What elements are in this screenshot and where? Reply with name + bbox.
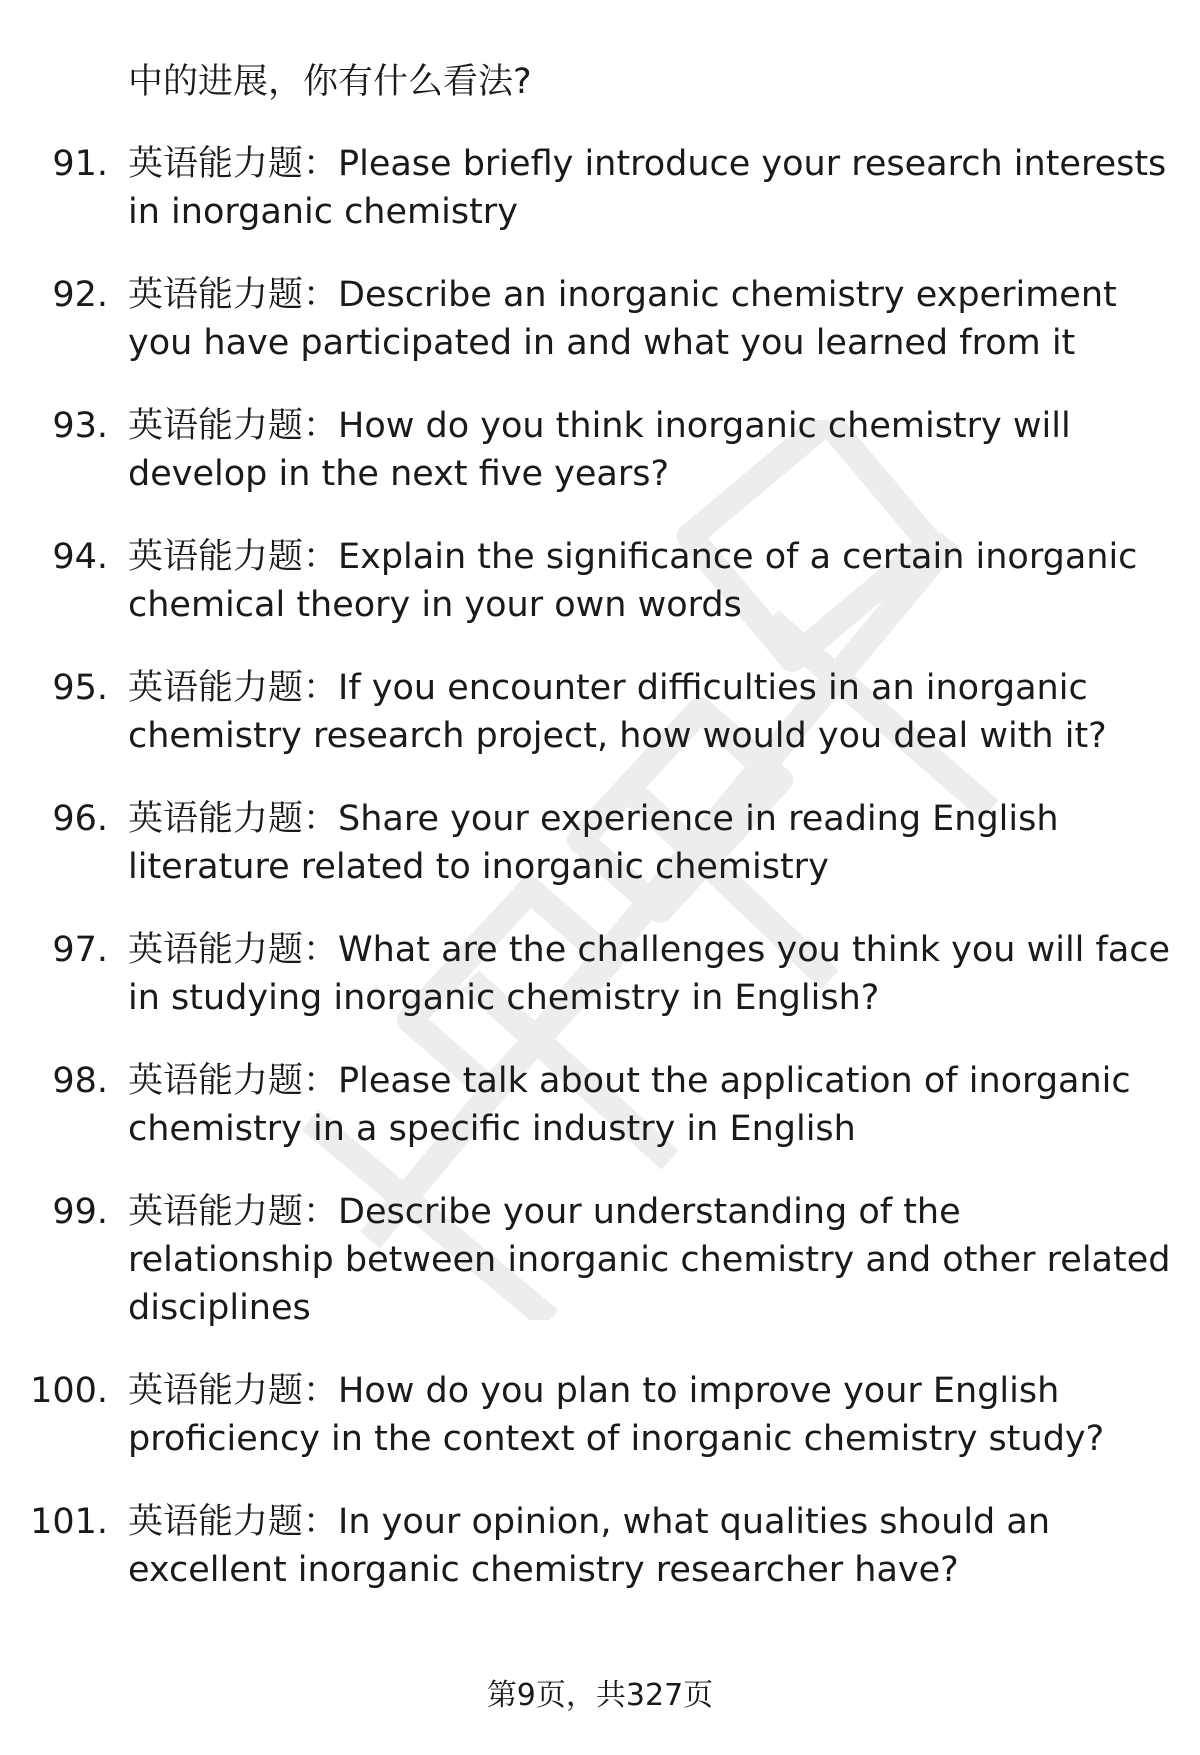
- question-item: [0, 271, 1200, 367]
- question-number: 92.: [52, 275, 108, 315]
- question-number: 91.: [52, 144, 108, 184]
- question-text: 英语能力题：How do you plan to improve your English proficiency in the context of inorganic chemistry study?: [128, 1371, 1105, 1459]
- question-item: [0, 402, 1200, 498]
- question-text: 英语能力题：Please briefly introduce your research interests in inorganic chemistry: [128, 144, 1167, 232]
- question-number: 97.: [52, 930, 108, 970]
- question-item: [0, 140, 1200, 236]
- question-text: 英语能力题：How do you think inorganic chemistry will develop in the next five years?: [128, 406, 1071, 494]
- question-item: [0, 795, 1200, 891]
- question-item: [0, 533, 1200, 629]
- question-item: [0, 926, 1200, 1022]
- question-text: 英语能力题：What are the challenges you think you will face in studying inorganic chemistry in English?: [128, 930, 1171, 1018]
- question-item: [0, 1057, 1200, 1153]
- question-text: 英语能力题：Share your experience in reading English literature related to inorganic chemistry: [128, 799, 1059, 887]
- question-number: 98.: [52, 1061, 108, 1101]
- question-number: 101.: [30, 1502, 108, 1542]
- question-number: 96.: [52, 799, 108, 839]
- question-text: 英语能力题：Describe an inorganic chemistry experiment you have participated in and what you learned from it: [128, 275, 1117, 363]
- question-text: 英语能力题：Describe your understanding of the relationship between inorganic chemistry and other related disciplines: [128, 1192, 1171, 1328]
- question-text: 英语能力题：In your opinion, what qualities should an excellent inorganic chemistry researcher have?: [128, 1502, 1051, 1590]
- question-list: [0, 140, 1200, 1629]
- question-number: 94.: [52, 537, 108, 577]
- continuation-line: 中的进展，你有什么看法?: [128, 62, 532, 102]
- question-item: [0, 664, 1200, 760]
- question-text: 英语能力题：If you encounter difficulties in an inorganic chemistry research project, how would you deal with it?: [128, 668, 1107, 756]
- question-text: 英语能力题：Explain the significance of a certain inorganic chemical theory in your own words: [128, 537, 1138, 625]
- question-number: 99.: [52, 1192, 108, 1232]
- question-number: 95.: [52, 668, 108, 708]
- question-item: [0, 1188, 1200, 1332]
- question-number: 100.: [30, 1371, 108, 1411]
- question-text: 英语能力题：Please talk about the application of inorganic chemistry in a specific industry in English: [128, 1061, 1131, 1149]
- question-item: [0, 1498, 1200, 1594]
- page-footer: 第9页，共327页: [486, 1678, 714, 1713]
- question-item: [0, 1367, 1200, 1463]
- question-number: 93.: [52, 406, 108, 446]
